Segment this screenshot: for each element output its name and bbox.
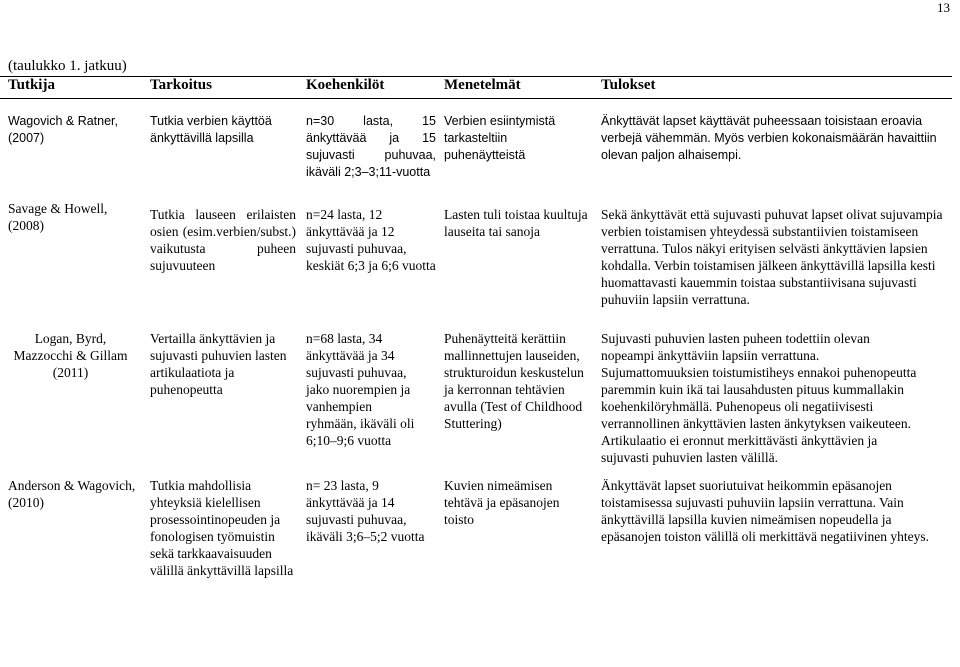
cell-purpose: Tutkia lauseen erilaisten osien (esim.verbien/subst.) vaikutusta puheen sujuvuuteen: [150, 207, 296, 273]
cell-methods: Kuvien nimeämisen tehtävä ja epäsanojen toisto: [444, 478, 560, 527]
page-number: 13: [937, 0, 950, 15]
table-caption: (taulukko 1. jatkuu): [8, 58, 127, 74]
cell-author: Logan, Byrd, Mazzocchi & Gillam (2011): [13, 331, 128, 380]
table-header-rule: [0, 98, 952, 99]
cell-results: Änkyttävät lapset suoriutuivat heikommin epäsanojen toistamisessa sujuvasti puhuviin lapsiin verrattuna. Vain änkyttävillä lapsilla kuvien nimeämisen nopeudella ja epäsanojen toiston välillä oli merkittävä negatiivinen yhteys.: [601, 478, 930, 544]
table-top-rule: [0, 76, 952, 77]
cell-subjects: n=30 lasta, 15 änkyttävää ja 15 sujuvasti puhuvaa, ikäväli 2;3–3;11-vuotta: [306, 114, 436, 179]
header-tutkija: Tutkija: [8, 77, 55, 93]
cell-subjects: n=24 lasta, 12 änkyttävää ja 12 sujuvasti puhuvaa, keskiät 6;3 ja 6;6 vuotta: [306, 207, 436, 273]
header-menetelmat: Menetelmät: [444, 77, 521, 93]
cell-author: Anderson & Wagovich, (2010): [8, 478, 136, 510]
cell-methods: Lasten tuli toistaa kuultuja lauseita tai sanoja: [444, 207, 588, 239]
cell-results: Änkyttävät lapset käyttävät puheessaan toisistaan eroavia verbejä vähemmän. Myös verbien kokonaismäärän havaittiin olevan paljon alhaisempi.: [601, 114, 937, 162]
cell-purpose: Tutkia mahdollisia yhteyksiä kielellisen prosessointinopeuden ja fonologisen työmuistin sekä tarkkaavaisuuden välillä änkyttävillä lapsilla: [150, 478, 294, 578]
cell-results: Sujuvasti puhuvien lasten puheen todettiin olevan nopeampi änkyttäviin lapsiin verrattuna. Sujumattomuuksien toistumistiheys ennakoi puhenopeutta paremmin kuin ikä tai lausahdusten pituus kummallakin koehenkilöryhmällä. Puhenopeus oli negatiivisesti verrannollinen änkyttävien lasten änkytyksen vaikeuteen. Artikulaatio ei eronnut merkittävästi änkyttävien ja sujuvasti puhuvien lasten välillä.: [601, 331, 917, 465]
header-tarkoitus: Tarkoitus: [150, 77, 212, 93]
cell-subjects: n=68 lasta, 34 änkyttävää ja 34 sujuvasti puhuvaa, jako nuorempien ja vanhempien ryhmään, ikäväli oli 6;10–9;6 vuotta: [306, 331, 415, 448]
header-tulokset: Tulokset: [601, 77, 656, 93]
cell-purpose: Vertailla änkyttävien ja sujuvasti puhuvien lasten artikulaatiota ja puhenopeutta: [150, 331, 287, 397]
cell-purpose: Tutkia verbien käyttöä änkyttävillä lapsilla: [150, 114, 272, 145]
cell-author: Wagovich & Ratner, (2007): [8, 114, 119, 145]
cell-methods: Verbien esiintymistä tarkasteltiin puhenäytteistä: [444, 114, 556, 162]
cell-author: Savage & Howell, (2008): [8, 201, 108, 233]
header-koehenkilot: Koehenkilöt: [306, 77, 385, 93]
cell-results: Sekä änkyttävät että sujuvasti puhuvat lapset olivat sujuvampia verbien toistamisen yhteydessä substantiivien toistamiseen verrattuna. Tulos näkyi erityisen selvästi änkyttävien lapsien kohdalla. Verbin toistamisen jälkeen änkyttävillä lapsilla kesti huomattavasti kauemmin toistaa substantiivisana sujuvasti puhuviin lapsiin verrattuna.: [601, 207, 943, 307]
cell-subjects: n= 23 lasta, 9 änkyttävää ja 14 sujuvasti puhuvaa, ikäväli 3;6–5;2 vuotta: [306, 478, 425, 544]
cell-methods: Puhenäytteitä kerättiin mallinnettujen lauseiden, strukturoidun keskustelun ja kerronnan tehtävien avulla (Test of Childhood Stuttering): [444, 331, 584, 431]
